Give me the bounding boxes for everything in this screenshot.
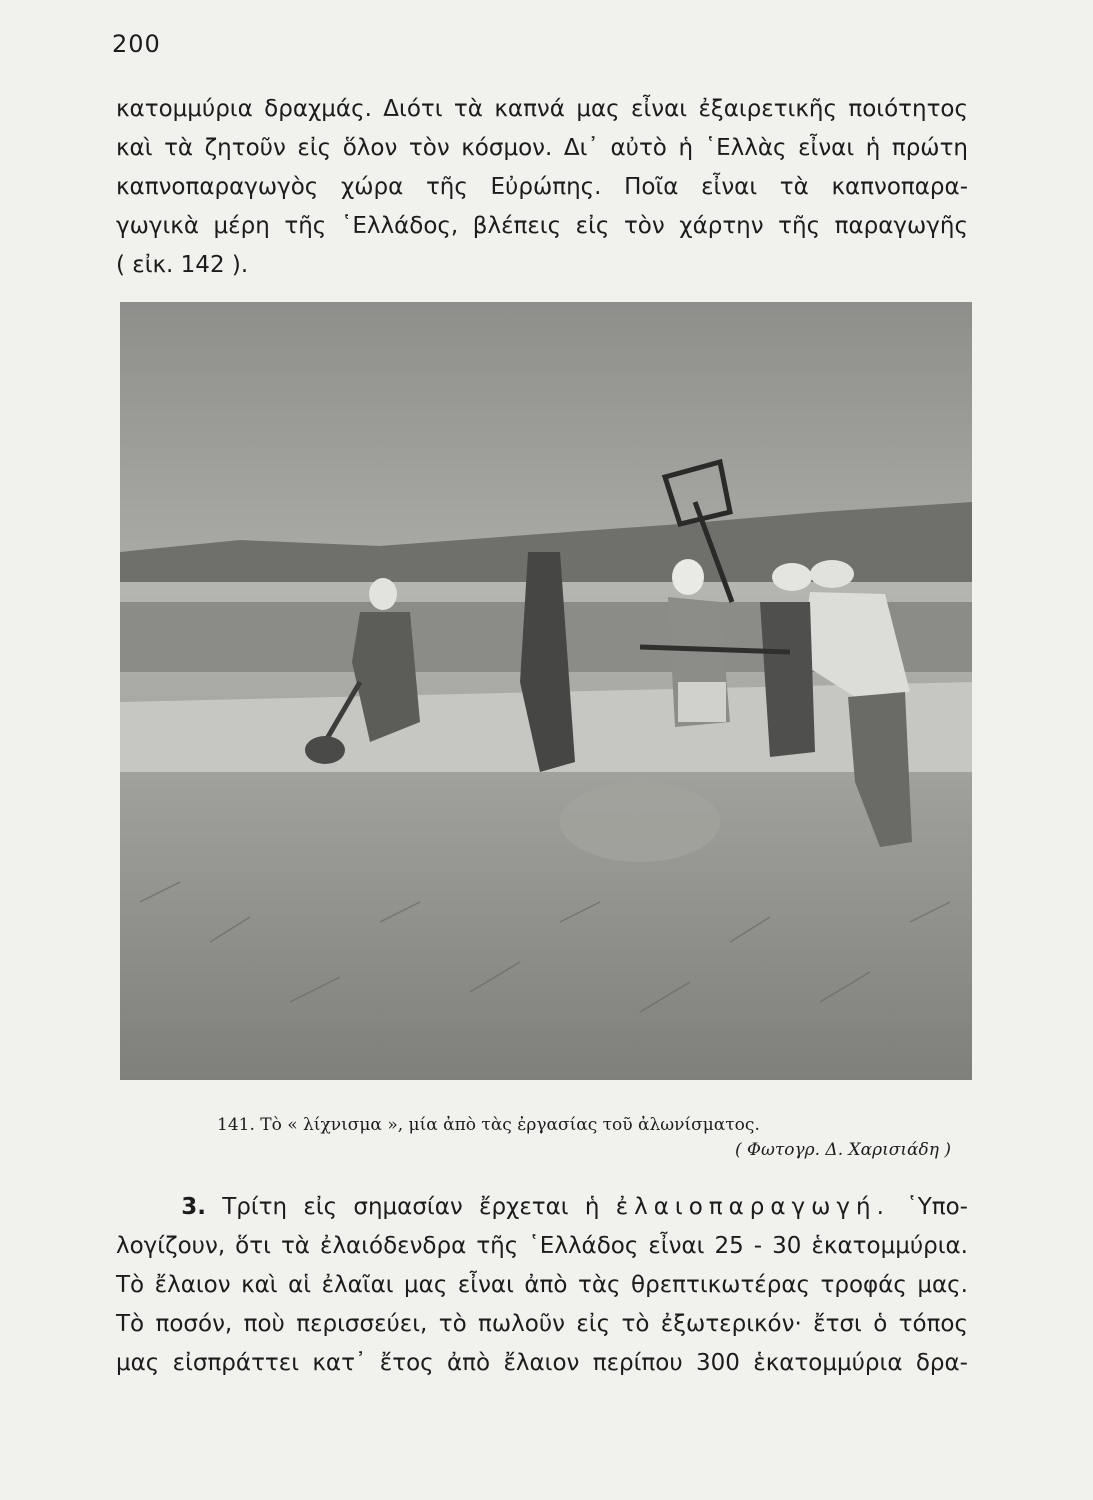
threshing-photograph (120, 302, 972, 1080)
text-line: μας εἰσπράττει κατ᾽ ἔτος ἀπὸ ἔλαιον περίπου 300 ἑκατομμύρια δρα- (116, 1350, 968, 1376)
paragraph-tobacco (116, 90, 968, 285)
paragraph-olive-oil (116, 1188, 968, 1383)
text-fragment: ῾Υπο- (906, 1194, 968, 1220)
figure-caption: 141. Τὸ « λίχνισμα », μία ἀπὸ τὰς ἐργασίας τοῦ ἀλωνίσματος. (217, 1115, 760, 1135)
text-line: καὶ τὰ ζητοῦν εἰς ὅλον τὸν κόσμον. Δι᾽ αὐτὸ ἡ ῾Ελλὰς εἶναι ἡ πρώτη (116, 135, 968, 161)
photo-illustration (120, 302, 972, 1080)
text-line: Τὸ ἔλαιον καὶ αἱ ἐλαῖαι μας εἶναι ἀπὸ τὰς θρεπτικωτέρας τροφάς μας. (116, 1272, 968, 1298)
text-line: Τὸ ποσόν, ποὺ περισσεύει, τὸ πωλοῦν εἰς τὸ ἐξωτερικόν· ἔτσι ὁ τόπος (116, 1311, 968, 1337)
text-line (116, 1188, 968, 1227)
text-line: κατομμύρια δραχμάς. Διότι τὰ καπνά μας εἶναι ἐξαιρετικῆς ποιότητος (116, 96, 968, 122)
page-number: 200 (112, 30, 161, 58)
text-line: λογίζουν, ὅτι τὰ ἐλαιόδενδρα τῆς ῾Ελλάδος εἶναι 25 - 30 ἑκατομμύρια. (116, 1233, 968, 1259)
text-fragment: Τρίτη εἰς σημασίαν ἔρχεται ἡ (222, 1194, 600, 1220)
text-line: καπνοπαραγωγὸς χώρα τῆς Εὐρώπης. Ποῖα εἶναι τὰ καπνοπαρα- (116, 174, 968, 200)
text-line: γωγικὰ μέρη τῆς ῾Ελλάδος, βλέπεις εἰς τὸν χάρτην τῆς παραγωγῆς (116, 213, 968, 239)
photo-credit: ( Φωτογρ. Δ. Χαρισιάδη ) (735, 1140, 951, 1160)
section-number: 3. (181, 1194, 206, 1220)
spaced-term: ἐλαιοπαραγωγή. (615, 1194, 890, 1220)
text-line: ( εἰκ. 142 ). (116, 252, 249, 278)
